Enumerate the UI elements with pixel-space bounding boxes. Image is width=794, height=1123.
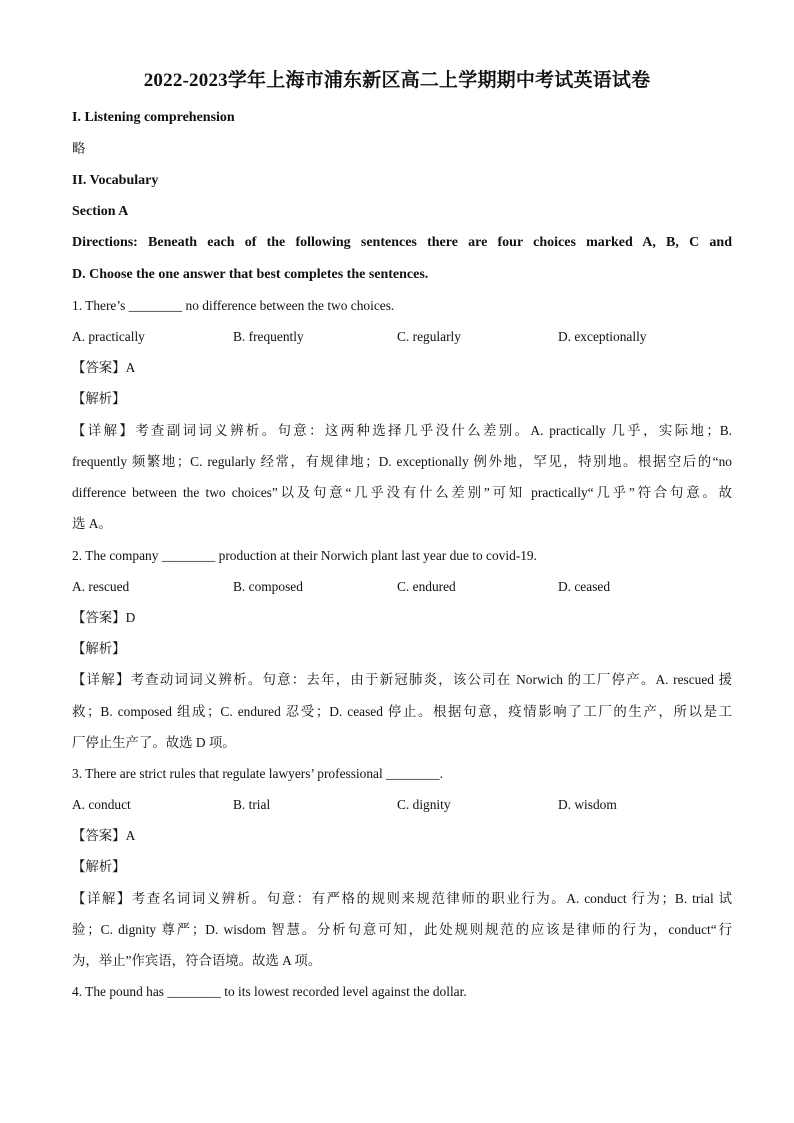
question-1-option-c: C. regularly <box>397 329 461 344</box>
question-2-option-b: B. composed <box>233 579 303 594</box>
detail-label: 【详解】 <box>72 891 132 906</box>
question-3-option-a: A. conduct <box>72 797 131 812</box>
question-1-option-b: B. frequently <box>233 329 304 344</box>
section-listening-heading: I. Listening comprehension <box>72 110 235 125</box>
question-2-detail-line-2: 救；B. composed 组成；C. endured 忍受；D. ceased 停止。根据句意，疫情影响了工厂的生产，所以是工 <box>72 704 732 719</box>
question-3-option-b: B. trial <box>233 797 271 812</box>
question-2-detail-line-3: 厂停止生产了。故选 D 项。 <box>72 735 236 750</box>
question-3-stem: 3. There are strict rules that regulate lawyers’ professional ________. <box>72 766 443 781</box>
answer-label: 【答案】 <box>72 360 126 375</box>
question-3-detail-line-3: 为，举止”作宾语，符合语境。故选 A 项。 <box>72 953 322 968</box>
question-3-option-d: D. wisdom <box>558 797 617 812</box>
question-1-analysis-label: 【解析】 <box>72 391 126 406</box>
detail-text: 考查动词词义辨析。句意：去年，由于新冠肺炎，该公司在 Norwich 的工厂停产。A. rescued 援 <box>130 672 733 687</box>
question-1-answer: A <box>125 360 136 375</box>
question-1-detail-line-4: 选 A。 <box>72 516 112 531</box>
question-1-stem: 1. There’s ________ no difference between the two choices. <box>72 298 395 313</box>
question-3-detail-line-2: 验；C. dignity 尊严；D. wisdom 智慧。分析句意可知，此处规则规范的应该是律师的行为，conduct“行 <box>72 922 732 937</box>
question-1-detail-line-2: frequently 频繁地；C. regularly 经常，有规律地；D. exceptionally 例外地，罕见，特别地。根据空后的“no <box>72 454 732 469</box>
question-3-option-c: C. dignity <box>397 797 451 812</box>
listening-note: 略 <box>72 141 86 156</box>
question-1-answer-row <box>72 358 135 378</box>
question-1-detail-line-1 <box>72 421 732 441</box>
detail-text: 考查名词词义辨析。句意：有严格的规则来规范律师的职业行为。A. conduct 行为；B. trial 试 <box>131 891 733 906</box>
question-2-answer-row <box>72 608 135 628</box>
question-3-detail-line-1 <box>72 889 732 909</box>
question-1-option-a: A. practically <box>72 329 145 344</box>
answer-label: 【答案】 <box>72 610 126 625</box>
question-2-option-a: A. rescued <box>72 579 130 594</box>
question-2-analysis-label: 【解析】 <box>72 641 126 656</box>
question-1-option-d: D. exceptionally <box>558 329 647 344</box>
section-a-heading: Section A <box>72 204 129 219</box>
question-2-answer: D <box>125 610 136 625</box>
detail-label: 【详解】 <box>72 423 136 438</box>
detail-text: 考查副词词义辨析。句意：这两种选择几乎没什么差别。A. practically 几乎，实际地；B. <box>135 423 732 438</box>
section-vocabulary-heading: II. Vocabulary <box>72 173 159 188</box>
question-4-stem: 4. The pound has ________ to its lowest recorded level against the dollar. <box>72 984 467 999</box>
directions-line-1: Directions: Beneath each of the following sentences there are four choices marked A, B, C and <box>72 235 732 250</box>
question-3-answer-row <box>72 826 135 846</box>
detail-label: 【详解】 <box>72 672 131 687</box>
answer-label: 【答案】 <box>72 828 126 843</box>
question-2-option-d: D. ceased <box>558 579 611 594</box>
directions-line-2: D. Choose the one answer that best completes the sentences. <box>72 267 429 282</box>
question-3-analysis-label: 【解析】 <box>72 859 126 874</box>
page-title: 2022-2023学年上海市浦东新区高二上学期期中考试英语试卷 <box>143 70 651 91</box>
question-2-stem: 2. The company ________ production at their Norwich plant last year due to covid-19. <box>72 548 537 563</box>
question-3-answer: A <box>125 828 136 843</box>
question-2-option-c: C. endured <box>397 579 456 594</box>
question-2-detail-line-1 <box>72 670 732 690</box>
question-1-detail-line-3: difference between the two choices”以及句意“几乎没有什么差别”可知 practically“几乎”符合句意。故 <box>72 485 732 500</box>
